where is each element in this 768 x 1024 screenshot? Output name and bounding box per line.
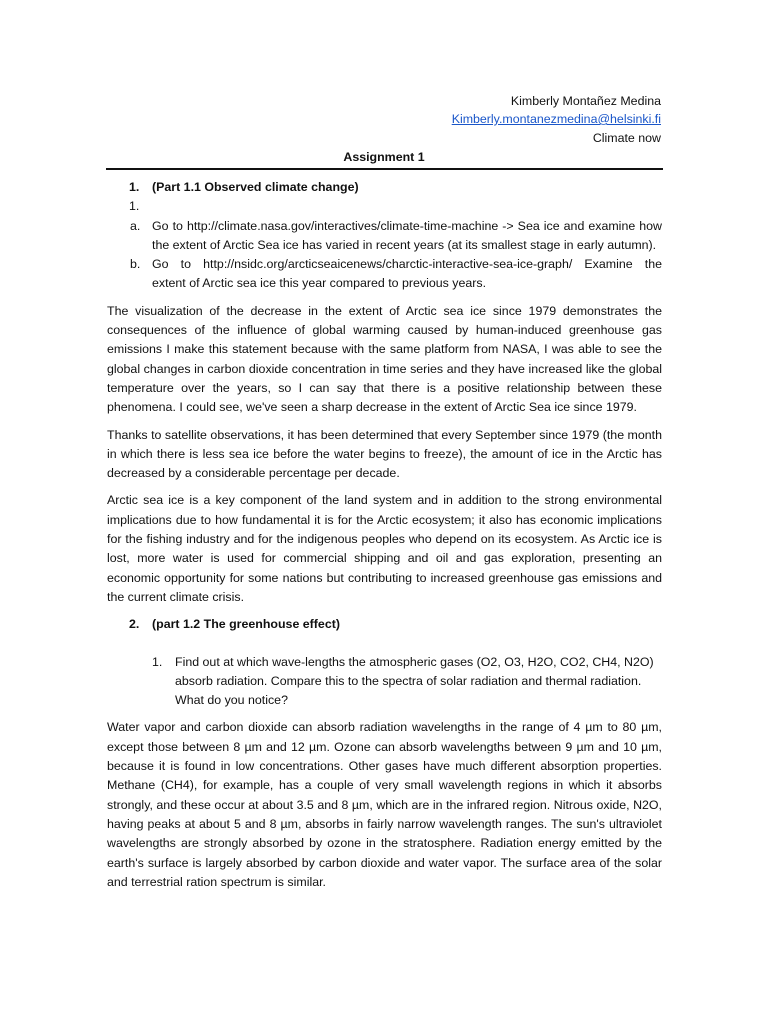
paragraph: Arctic sea ice is a key component of the land system and in addition to the strong environmental implications due to how fundamental it is for the Arctic ecosystem; it also has economic implications for the fishing industry and for the indigenous peoples who depend on its ecosystem. As Arctic ice is lost, more water is used for commercial shipping and oil and gas exploration, presenting an economic opportunity for some nations but contributing to increased greenhouse gas emissions and the current climate crisis. bbox=[107, 493, 662, 604]
list-item-b-text: Go to http://nsidc.org/arcticseaicenews/charctic-interactive-sea-ice-graph/ Examine the extent of Arctic sea ice this year compared to previous years. bbox=[152, 257, 662, 291]
paragraph: Thanks to satellite observations, it has been determined that every September since 1979 (the month in which there is less sea ice before the water begins to freeze), the amount of ice in the Arctic has decreased by a considerable percentage per decade. bbox=[107, 427, 662, 481]
list-item-a-text: Go to http://climate.nasa.gov/interactives/climate-time-machine -> Sea ice and examine how the extent of Arctic Sea ice has varied in recent years (at its smallest stage in early autumn). bbox=[152, 218, 662, 252]
list-item-b bbox=[107, 255, 662, 294]
section2-heading-text: (part 1.2 The greenhouse effect) bbox=[152, 617, 340, 632]
document-title: Assignment 1 bbox=[343, 150, 425, 164]
list-marker: 1. bbox=[129, 180, 140, 194]
section2-question bbox=[107, 653, 662, 711]
author-name: Kimberly Montañez Medina bbox=[510, 94, 661, 108]
section2-heading bbox=[107, 615, 662, 634]
paragraph: The visualization of the decrease in the extent of Arctic sea ice since 1979 demonstrates the consequences of the influence of global warming caused by human-induced greenhouse gas emissions I make this statement because with the same platform from NASA, I was able to see the global changes in carbon dioxide concentration in time series and they have increased like the global temperature over the years, so I can say that there is a positive relationship between these phenomena. I could see, we've seen a sharp decrease in the extent of Arctic Sea ice since 1979. bbox=[107, 303, 662, 415]
document-body bbox=[107, 178, 662, 892]
list-marker: 1. bbox=[129, 199, 140, 214]
section1-heading bbox=[107, 178, 662, 197]
answer-paragraph: Water vapor and carbon dioxide can absorb radiation wavelengths in the range of 4 µm to 80 µm, except those between 8 µm and 12 µm. Ozone can absorb wavelengths between 9 µm and 10 µm, because it is found in low concentrations. Other gases have much different absorption properties. Methane (CH4), for example, has a couple of very small wavelength regions in which it absorbs strongly, and these occur at about 3.5 and 8 µm, which are in the infrared region. Nitrous oxide, N2O, having peaks at about 5 and 8 µm, absorbs in fairly narrow wavelength ranges. The sun's ultraviolet wavelengths are strongly absorbed by ozone in the stratosphere. Radiation energy emitted by the earth's surface is largely absorbed by carbon dioxide and water vapor. The surface area of the solar and terrestrial ration spectrum is similar. bbox=[107, 720, 662, 889]
section1-sub-item bbox=[107, 197, 662, 216]
list-marker: a. bbox=[130, 218, 141, 233]
question-text: Find out at which wave-lengths the atmospheric gases (O2, O3, H2O, CO2, CH4, N2O) absorb radiation. Compare this to the spectra of solar radiation and thermal radiation. What do you notice? bbox=[175, 654, 654, 708]
author-email-link[interactable]: Kimberly.montanezmedina@helsinki.fi bbox=[451, 112, 661, 126]
title-divider bbox=[106, 168, 663, 170]
list-marker: 1. bbox=[152, 654, 163, 669]
list-marker: b. bbox=[130, 257, 141, 272]
list-marker: 2. bbox=[129, 617, 140, 632]
list-item-a bbox=[107, 217, 662, 256]
course-name: Climate now bbox=[592, 131, 661, 145]
section1-heading-text: (Part 1.1 Observed climate change) bbox=[152, 180, 359, 194]
